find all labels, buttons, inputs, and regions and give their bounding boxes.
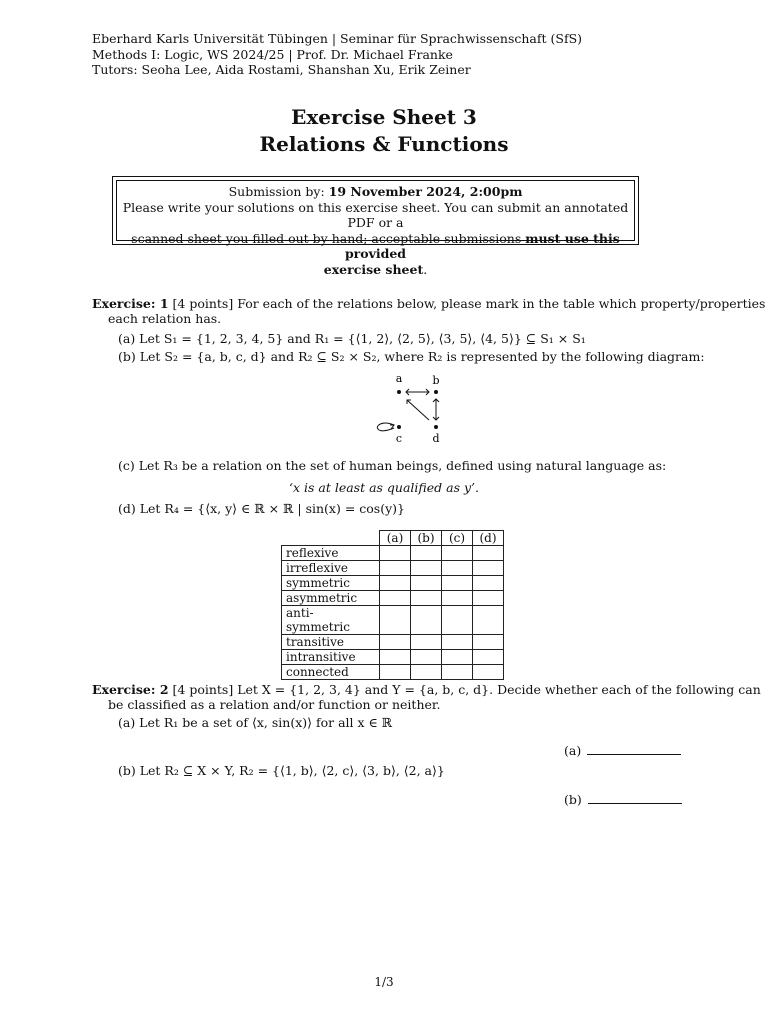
node-label-d: d xyxy=(432,432,440,445)
exercise-1-intro xyxy=(92,296,765,312)
table-header-row xyxy=(282,531,504,546)
table-column-header: (a) xyxy=(380,531,411,546)
exercise-1-part-c: (c) Let R₃ be a relation on the set of human beings, defined using natural language as: xyxy=(118,458,667,473)
exercise-1-part-b: (b) Let S₂ = {a, b, c, d} and R₂ ⊆ S₂ × S₂, where R₂ is represented by the following diagram: xyxy=(118,349,705,364)
answer-cell[interactable] xyxy=(473,665,504,680)
table-row xyxy=(282,561,504,576)
answer-cell[interactable] xyxy=(380,665,411,680)
table-row xyxy=(282,635,504,650)
submission-deadline: 19 November 2024, 2:00pm xyxy=(328,184,523,199)
node-label-c: c xyxy=(395,432,403,445)
answer-label-a: (a) xyxy=(564,743,582,758)
answer-cell[interactable] xyxy=(380,591,411,606)
exercise-1-part-c-quote: ‘x is at least as qualified as y’. xyxy=(289,480,479,495)
node-a xyxy=(397,390,401,394)
row-label-irreflexive: irreflexive xyxy=(282,561,380,576)
sheet-subtitle: Relations & Functions xyxy=(259,132,509,156)
row-label-symmetric: symmetric xyxy=(282,576,380,591)
answer-cell[interactable] xyxy=(442,591,473,606)
table-row xyxy=(282,546,504,561)
edge-c-loop xyxy=(377,423,394,431)
relation-diagram xyxy=(370,370,450,448)
answer-cell[interactable] xyxy=(442,576,473,591)
answer-cell[interactable] xyxy=(411,546,442,561)
table-column-header: (d) xyxy=(473,531,504,546)
submission-label: Submission by: xyxy=(228,184,329,199)
exercise-2-intro-line-1: Let X = {1, 2, 3, 4} and Y = {a, b, c, d}. Decide whether each of the following can xyxy=(237,682,761,697)
answer-label-b: (b) xyxy=(564,792,582,807)
node-label-b: b xyxy=(432,374,440,387)
header-line-course: Methods I: Logic, WS 2024/25 | Prof. Dr. Michael Franke xyxy=(92,46,453,62)
row-label-reflexive: reflexive xyxy=(282,546,380,561)
exercise-2-intro xyxy=(92,682,761,698)
exercise-2-points: [4 points] xyxy=(172,682,234,697)
node-label-a: a xyxy=(395,372,403,385)
table-row xyxy=(282,665,504,680)
node-b xyxy=(434,390,438,394)
answer-cell[interactable] xyxy=(411,591,442,606)
submission-text-2: scanned sheet you filled out by hand; acceptable submissions xyxy=(131,230,526,246)
answer-cell[interactable] xyxy=(473,546,504,561)
answer-cell[interactable] xyxy=(411,561,442,576)
node-d xyxy=(434,425,438,429)
exercise-1-label: Exercise: 1 xyxy=(92,296,169,311)
submission-text-3-bold: exercise sheet xyxy=(323,261,424,277)
table-row xyxy=(282,606,504,635)
edge-d-a xyxy=(407,400,429,420)
answer-cell[interactable] xyxy=(473,606,504,635)
exercise-2-part-b: (b) Let R₂ ⊆ X × Y, R₂ = {⟨1, b⟩, ⟨2, c⟩, ⟨3, b⟩, ⟨2, a⟩} xyxy=(118,763,445,778)
exercise-1-part-a: (a) Let S₁ = {1, 2, 3, 4, 5} and R₁ = {⟨1, 2⟩, ⟨2, 5⟩, ⟨3, 5⟩, ⟨4, 5⟩} ⊆ S₁ × S₁ xyxy=(118,331,586,346)
edge-b-d xyxy=(433,399,439,420)
answer-cell[interactable] xyxy=(380,561,411,576)
table-column-header: (c) xyxy=(442,531,473,546)
page-number: 1/3 xyxy=(374,975,394,989)
exercise-2-intro-line-2: be classified as a relation and/or function or neither. xyxy=(108,697,441,712)
exercise-1-part-d: (d) Let R₄ = {⟨x, y⟩ ∈ ℝ × ℝ | sin(x) = cos(y)} xyxy=(118,501,405,516)
exercise-2-part-a: (a) Let R₁ be a set of ⟨x, sin(x)⟩ for all x ∈ ℝ xyxy=(118,715,393,730)
exercise-2-label: Exercise: 2 xyxy=(92,682,169,697)
submission-text-3-end: . xyxy=(423,261,428,277)
answer-cell[interactable] xyxy=(473,650,504,665)
answer-cell[interactable] xyxy=(411,635,442,650)
answer-field-a[interactable] xyxy=(587,742,681,755)
exercise-2-answer-a xyxy=(564,742,681,759)
answer-cell[interactable] xyxy=(442,546,473,561)
answer-cell[interactable] xyxy=(380,650,411,665)
answer-cell[interactable] xyxy=(442,561,473,576)
table-row xyxy=(282,576,504,591)
row-label-anti-symmetric: anti-symmetric xyxy=(282,606,380,635)
answer-cell[interactable] xyxy=(380,606,411,635)
table-column-header: (b) xyxy=(411,531,442,546)
answer-cell[interactable] xyxy=(411,606,442,635)
submission-text-1: Please write your solutions on this exercise sheet. You can submit an annotated PDF or a xyxy=(122,199,629,230)
header-line-tutors: Tutors: Seoha Lee, Aida Rostami, Shanshan Xu, Erik Zeiner xyxy=(92,62,471,77)
exercise-1-intro-line-2: each relation has. xyxy=(108,311,222,326)
row-label-intransitive: intransitive xyxy=(282,650,380,665)
table-row xyxy=(282,591,504,606)
row-label-transitive: transitive xyxy=(282,635,380,650)
answer-cell[interactable] xyxy=(442,650,473,665)
course-header xyxy=(92,31,582,78)
answer-cell[interactable] xyxy=(473,576,504,591)
table-row xyxy=(282,650,504,665)
answer-cell[interactable] xyxy=(473,561,504,576)
answer-cell[interactable] xyxy=(473,591,504,606)
properties-table xyxy=(281,530,504,680)
exercise-1-points: [4 points] xyxy=(172,296,234,311)
answer-cell[interactable] xyxy=(411,665,442,680)
answer-field-b[interactable] xyxy=(588,791,682,804)
row-label-asymmetric: asymmetric xyxy=(282,591,380,606)
answer-cell[interactable] xyxy=(380,546,411,561)
table-header-blank xyxy=(282,531,380,546)
answer-cell[interactable] xyxy=(380,635,411,650)
header-line-university: Eberhard Karls Universität Tübingen | Seminar für Sprachwissenschaft (SfS) xyxy=(92,31,583,46)
answer-cell[interactable] xyxy=(442,665,473,680)
answer-cell[interactable] xyxy=(411,576,442,591)
submission-box xyxy=(112,176,639,277)
answer-cell[interactable] xyxy=(380,576,411,591)
exercise-1-intro-line-1: For each of the relations below, please mark in the table which property/properties xyxy=(237,296,766,311)
answer-cell[interactable] xyxy=(442,635,473,650)
answer-cell[interactable] xyxy=(442,606,473,635)
exercise-2-answer-b xyxy=(564,791,682,808)
answer-cell[interactable] xyxy=(411,650,442,665)
node-c xyxy=(397,425,401,429)
row-label-connected: connected xyxy=(282,665,380,680)
answer-cell[interactable] xyxy=(473,635,504,650)
edge-a-b xyxy=(406,389,429,395)
sheet-title: Exercise Sheet 3 xyxy=(291,105,477,129)
submission-text-2-bold: must use this provided xyxy=(344,230,620,261)
